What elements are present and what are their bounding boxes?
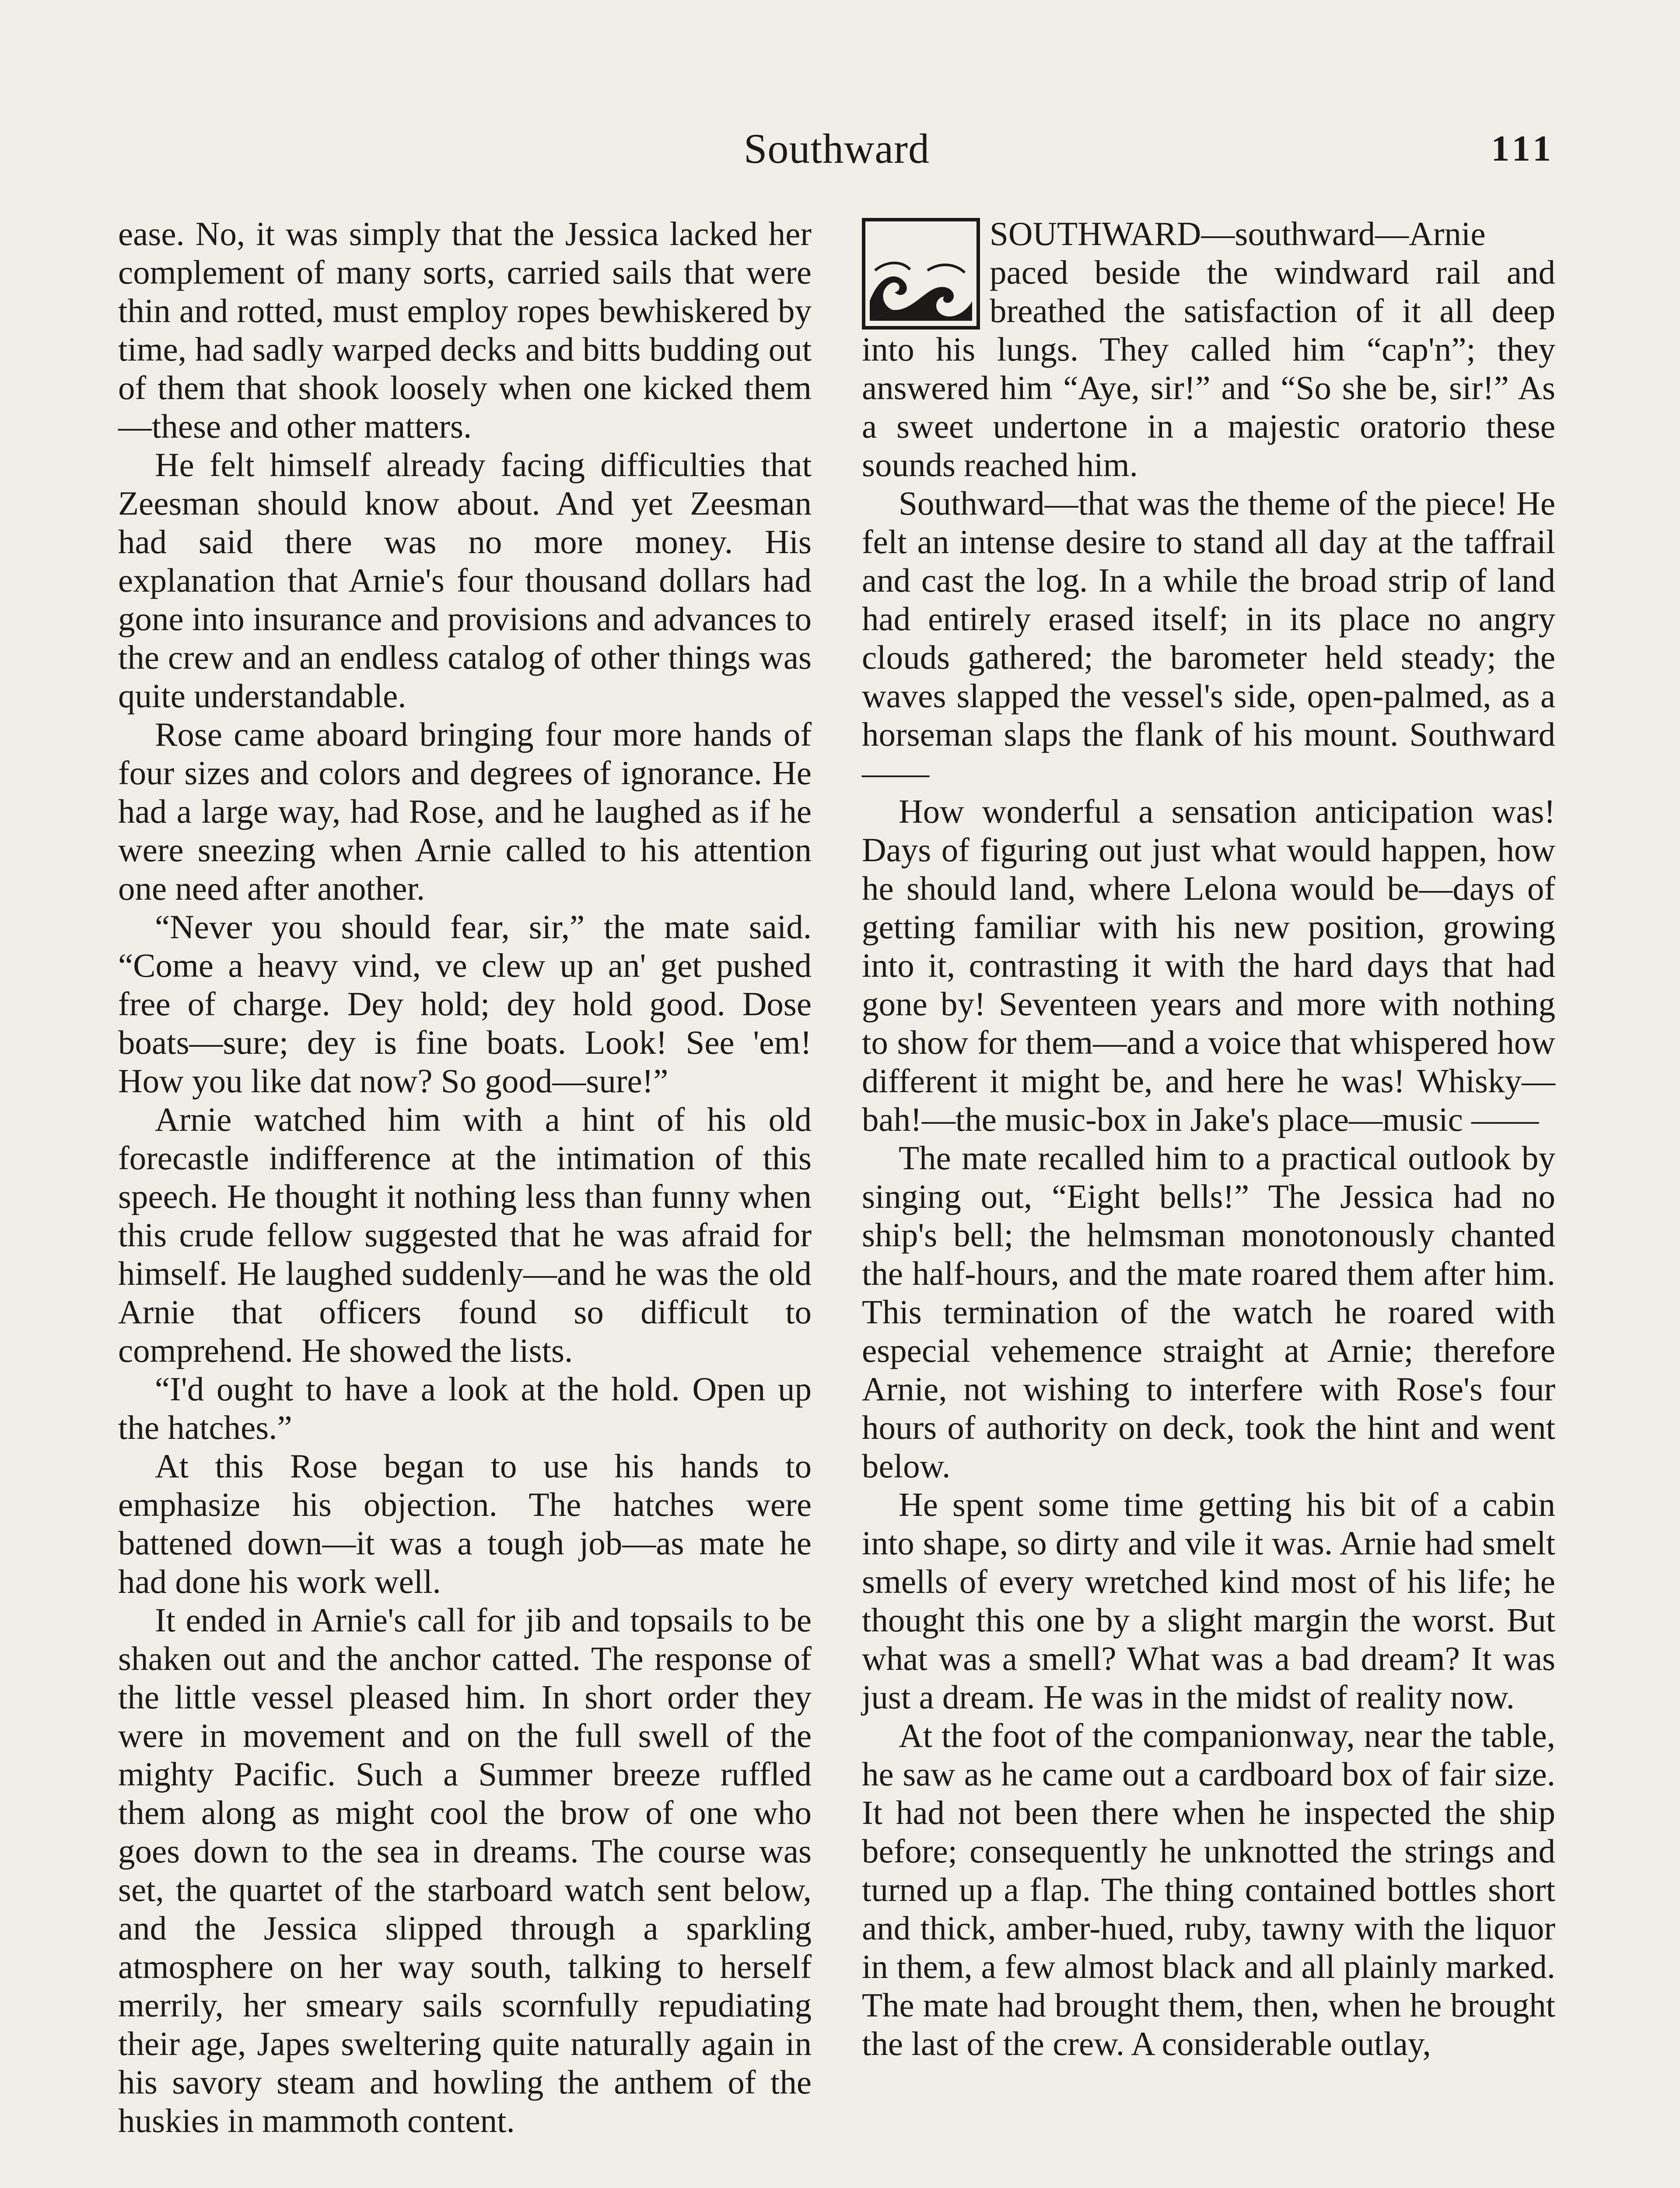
wave-ornament-icon: [862, 218, 980, 330]
running-title: Southward: [744, 125, 930, 172]
page-header: [118, 123, 1555, 175]
paragraph: Rose came aboard bringing four more hands of four sizes and colors and degrees of ignorance. He had a large way, had Rose, and he laughed as if he were sneezing when Arnie called to his attention one need after another.: [118, 715, 812, 907]
paragraph: “I'd ought to have a look at the hold. Open up the hatches.”: [118, 1370, 812, 1446]
paragraph: How wonderful a sensation anticipation was! Days of figuring out just what would happen, how he should land, where Lelona would be—days of getting familiar with his new position, growing into it, contrasting it with the hard days that had gone by! Seventeen years and more with nothing to show for them—and a voice that whispered how different it might be, and here he was! Whisky—bah!—the music-box in Jake's place—music ——: [862, 792, 1555, 1138]
paragraph: It ended in Arnie's call for jib and topsails to be shaken out and the anchor catted. The response of the little vessel pleased him. In short order they were in movement and on the full swell of the mighty Pacific. Such a Summer breeze ruffled them along as might cool the brow of one who goes down to the sea in dreams. The course was set, the quartet of the starboard watch sent below, and the Jessica slipped through a sparkling atmosphere on her way south, talking to herself merrily, her smeary sails scornfully repudiating their age, Japes sweltering quite naturally again in his savory steam and howling the anthem of the huskies in mammoth content.: [118, 1601, 812, 2139]
left-column: [118, 214, 812, 2140]
paragraph: ease. No, it was simply that the Jessica lacked her complement of many sorts, carried sails that were thin and rotted, must employ ropes bewhiskered by time, had sadly warped decks and bitts budding out of them that shook loosely when one kicked them—these and other matters.: [118, 215, 812, 445]
paragraph: At this Rose began to use his hands to emphasize his objection. The hatches were battened down—it was a tough job—as mate he had done his work well.: [118, 1447, 812, 1600]
paragraph: He felt himself already facing difficulties that Zeesman should know about. And yet Zeesman had said there was no more money. His explanation that Arnie's four thousand dollars had gone into insurance and provisions and advances to the crew and an endless catalog of other things was quite understandable.: [118, 446, 812, 715]
paragraph: Southward—that was the theme of the piece! He felt an intense desire to stand all day at the taffrail and cast the log. In a while the broad strip of land had entirely erased itself; in its place no angry clouds gathered; the barometer held steady; the waves slapped the vessel's side, open-palmed, as a horseman slaps the flank of his mount. Southward——: [862, 484, 1555, 792]
paragraph: The mate recalled him to a practical outlook by singing out, “Eight bells!” The Jessica had no ship's bell; the helmsman monotonously chanted the half-hours, and the mate roared them after him. This termination of the watch he roared with especial vehemence straight at Arnie; therefore Arnie, not wishing to interfere with Rose's four hours of authority on deck, took the hint and went below.: [862, 1139, 1555, 1485]
paragraph: “Never you should fear, sir,” the mate said. “Come a heavy vind, ve clew up an' get pushed free of charge. Dey hold; dey hold good. Dose boats—sure; dey is fine boats. Look! See 'em! How you like dat now? So good—sure!”: [118, 908, 812, 1100]
page-number: 111: [1491, 128, 1555, 169]
paragraph: SOUTHWARD—southward—Arnie paced beside the windward rail and breathed the satisfaction of it all deep into his lungs. They called him “cap'n”; they answered him “Aye, sir!” and “So she be, sir!” As a sweet undertone in a majestic oratorio these sounds reached him.: [862, 215, 1555, 484]
paragraph: At the foot of the companionway, near the table, he saw as he came out a cardboard box of fair size. It had not been there when he inspected the ship before; consequently he unknotted the strings and turned up a flap. The thing contained bottles short and thick, amber-hued, ruby, tawny with the liquor in them, a few almost black and all plainly marked. The mate had brought them, then, when he brought the last of the crew. A considerable outlay,: [862, 1717, 1555, 2062]
right-column: [862, 214, 1555, 2063]
paragraph: Arnie watched him with a hint of his old forecastle indifference at the intimation of this speech. He thought it nothing less than funny when this crude fellow suggested that he was afraid for himself. He laughed suddenly—and he was the old Arnie that officers found so difficult to comprehend. He showed the lists.: [118, 1101, 812, 1369]
paragraph: He spent some time getting his bit of a cabin into shape, so dirty and vile it was. Arnie had smelt smells of every wretched kind most of his life; he thought this one by a slight margin the worst. But what was a smell? What was a bad dream? It was just a dream. He was in the midst of reality now.: [862, 1486, 1555, 1716]
